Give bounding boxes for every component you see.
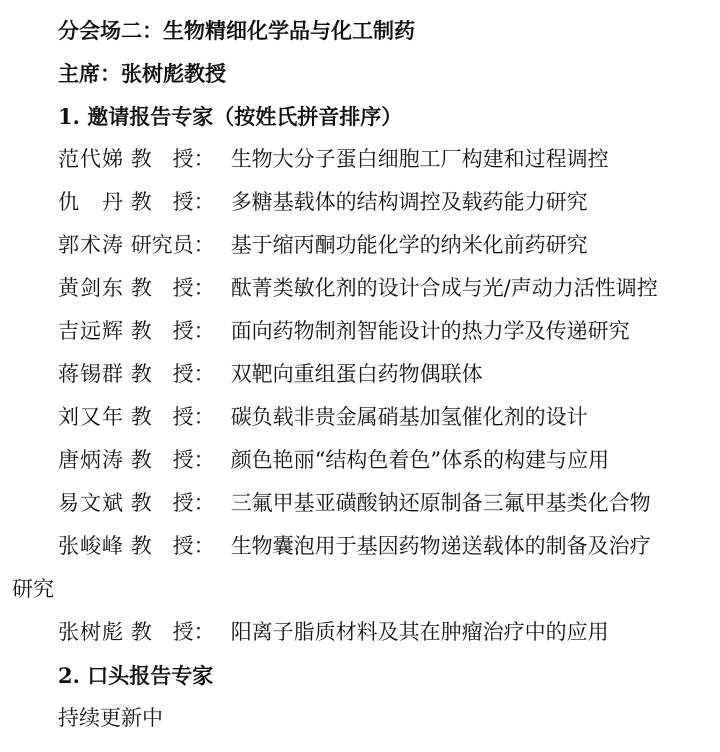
expert-title: 教 授：	[130, 491, 215, 515]
expert-title: 教 授：	[130, 319, 215, 343]
expert-title: 教 授：	[130, 147, 215, 171]
expert-title: 教 授：	[130, 190, 215, 214]
expert-name: 蒋锡群	[58, 362, 124, 386]
expert-title: 教 授：	[130, 362, 215, 386]
expert-title: 研究员：	[130, 233, 215, 257]
expert-item	[0, 611, 720, 654]
expert-name: 唐炳涛	[58, 448, 124, 472]
session-heading: 分会场二：生物精细化学品与化工制药	[58, 18, 415, 43]
expert-title: 教 授：	[130, 448, 215, 472]
section-oral-speakers: 2. 口头报告专家	[58, 663, 214, 688]
expert-item	[0, 353, 720, 396]
expert-topic: 面向药物制剂智能设计的热力学及传递研究	[230, 319, 630, 343]
expert-topic: 生物大分子蛋白细胞工厂构建和过程调控	[230, 147, 609, 171]
expert-topic: 颜色艳丽“结构色着色”体系的构建与应用	[230, 448, 610, 472]
expert-item	[0, 267, 720, 310]
expert-name: 张峻峰	[58, 534, 124, 558]
expert-list	[0, 138, 720, 654]
expert-item	[0, 310, 720, 353]
expert-item	[0, 439, 720, 482]
expert-item	[0, 138, 720, 181]
expert-topic: 生物囊泡用于基因药物递送载体的制备及治疗	[230, 534, 651, 558]
expert-name: 仇 丹	[58, 190, 124, 214]
expert-topic: 基于缩丙酮功能化学的纳米化前药研究	[230, 233, 588, 257]
expert-name: 黄剑东	[58, 276, 124, 300]
expert-topic-continued: 研究	[12, 577, 54, 601]
expert-item	[0, 525, 720, 568]
expert-item	[0, 224, 720, 267]
expert-item	[0, 181, 720, 224]
expert-title: 教 授：	[130, 276, 215, 300]
expert-title: 教 授：	[130, 405, 215, 429]
expert-item	[0, 482, 720, 525]
expert-topic: 阳离子脂质材料及其在肿瘤治疗中的应用	[230, 620, 609, 644]
expert-topic: 三氟甲基亚磺酸钠还原制备三氟甲基类化合物	[230, 491, 651, 515]
expert-topic: 双靶向重组蛋白药物偶联体	[230, 362, 483, 386]
expert-name: 刘又年	[58, 405, 124, 429]
expert-topic: 多糖基载体的结构调控及载药能力研究	[230, 190, 588, 214]
document	[0, 9, 720, 740]
expert-title: 教 授：	[130, 620, 215, 644]
update-status: 持续更新中	[58, 706, 163, 730]
section-invited-speakers: 1. 邀请报告专家（按姓氏拼音排序）	[58, 104, 403, 129]
expert-name: 范代娣	[58, 147, 124, 171]
expert-name: 郭术涛	[58, 233, 124, 257]
expert-topic: 酞菁类敏化剂的设计合成与光/声动力活性调控	[230, 276, 658, 300]
expert-title: 教 授：	[130, 534, 215, 558]
expert-topic: 碳负载非贵金属硝基加氢催化剂的设计	[230, 405, 588, 429]
expert-item	[0, 396, 720, 439]
expert-name: 易文斌	[58, 491, 124, 515]
session-chair: 主席：张树彪教授	[58, 61, 226, 86]
expert-name: 吉远辉	[58, 319, 124, 343]
expert-name: 张树彪	[58, 620, 124, 644]
